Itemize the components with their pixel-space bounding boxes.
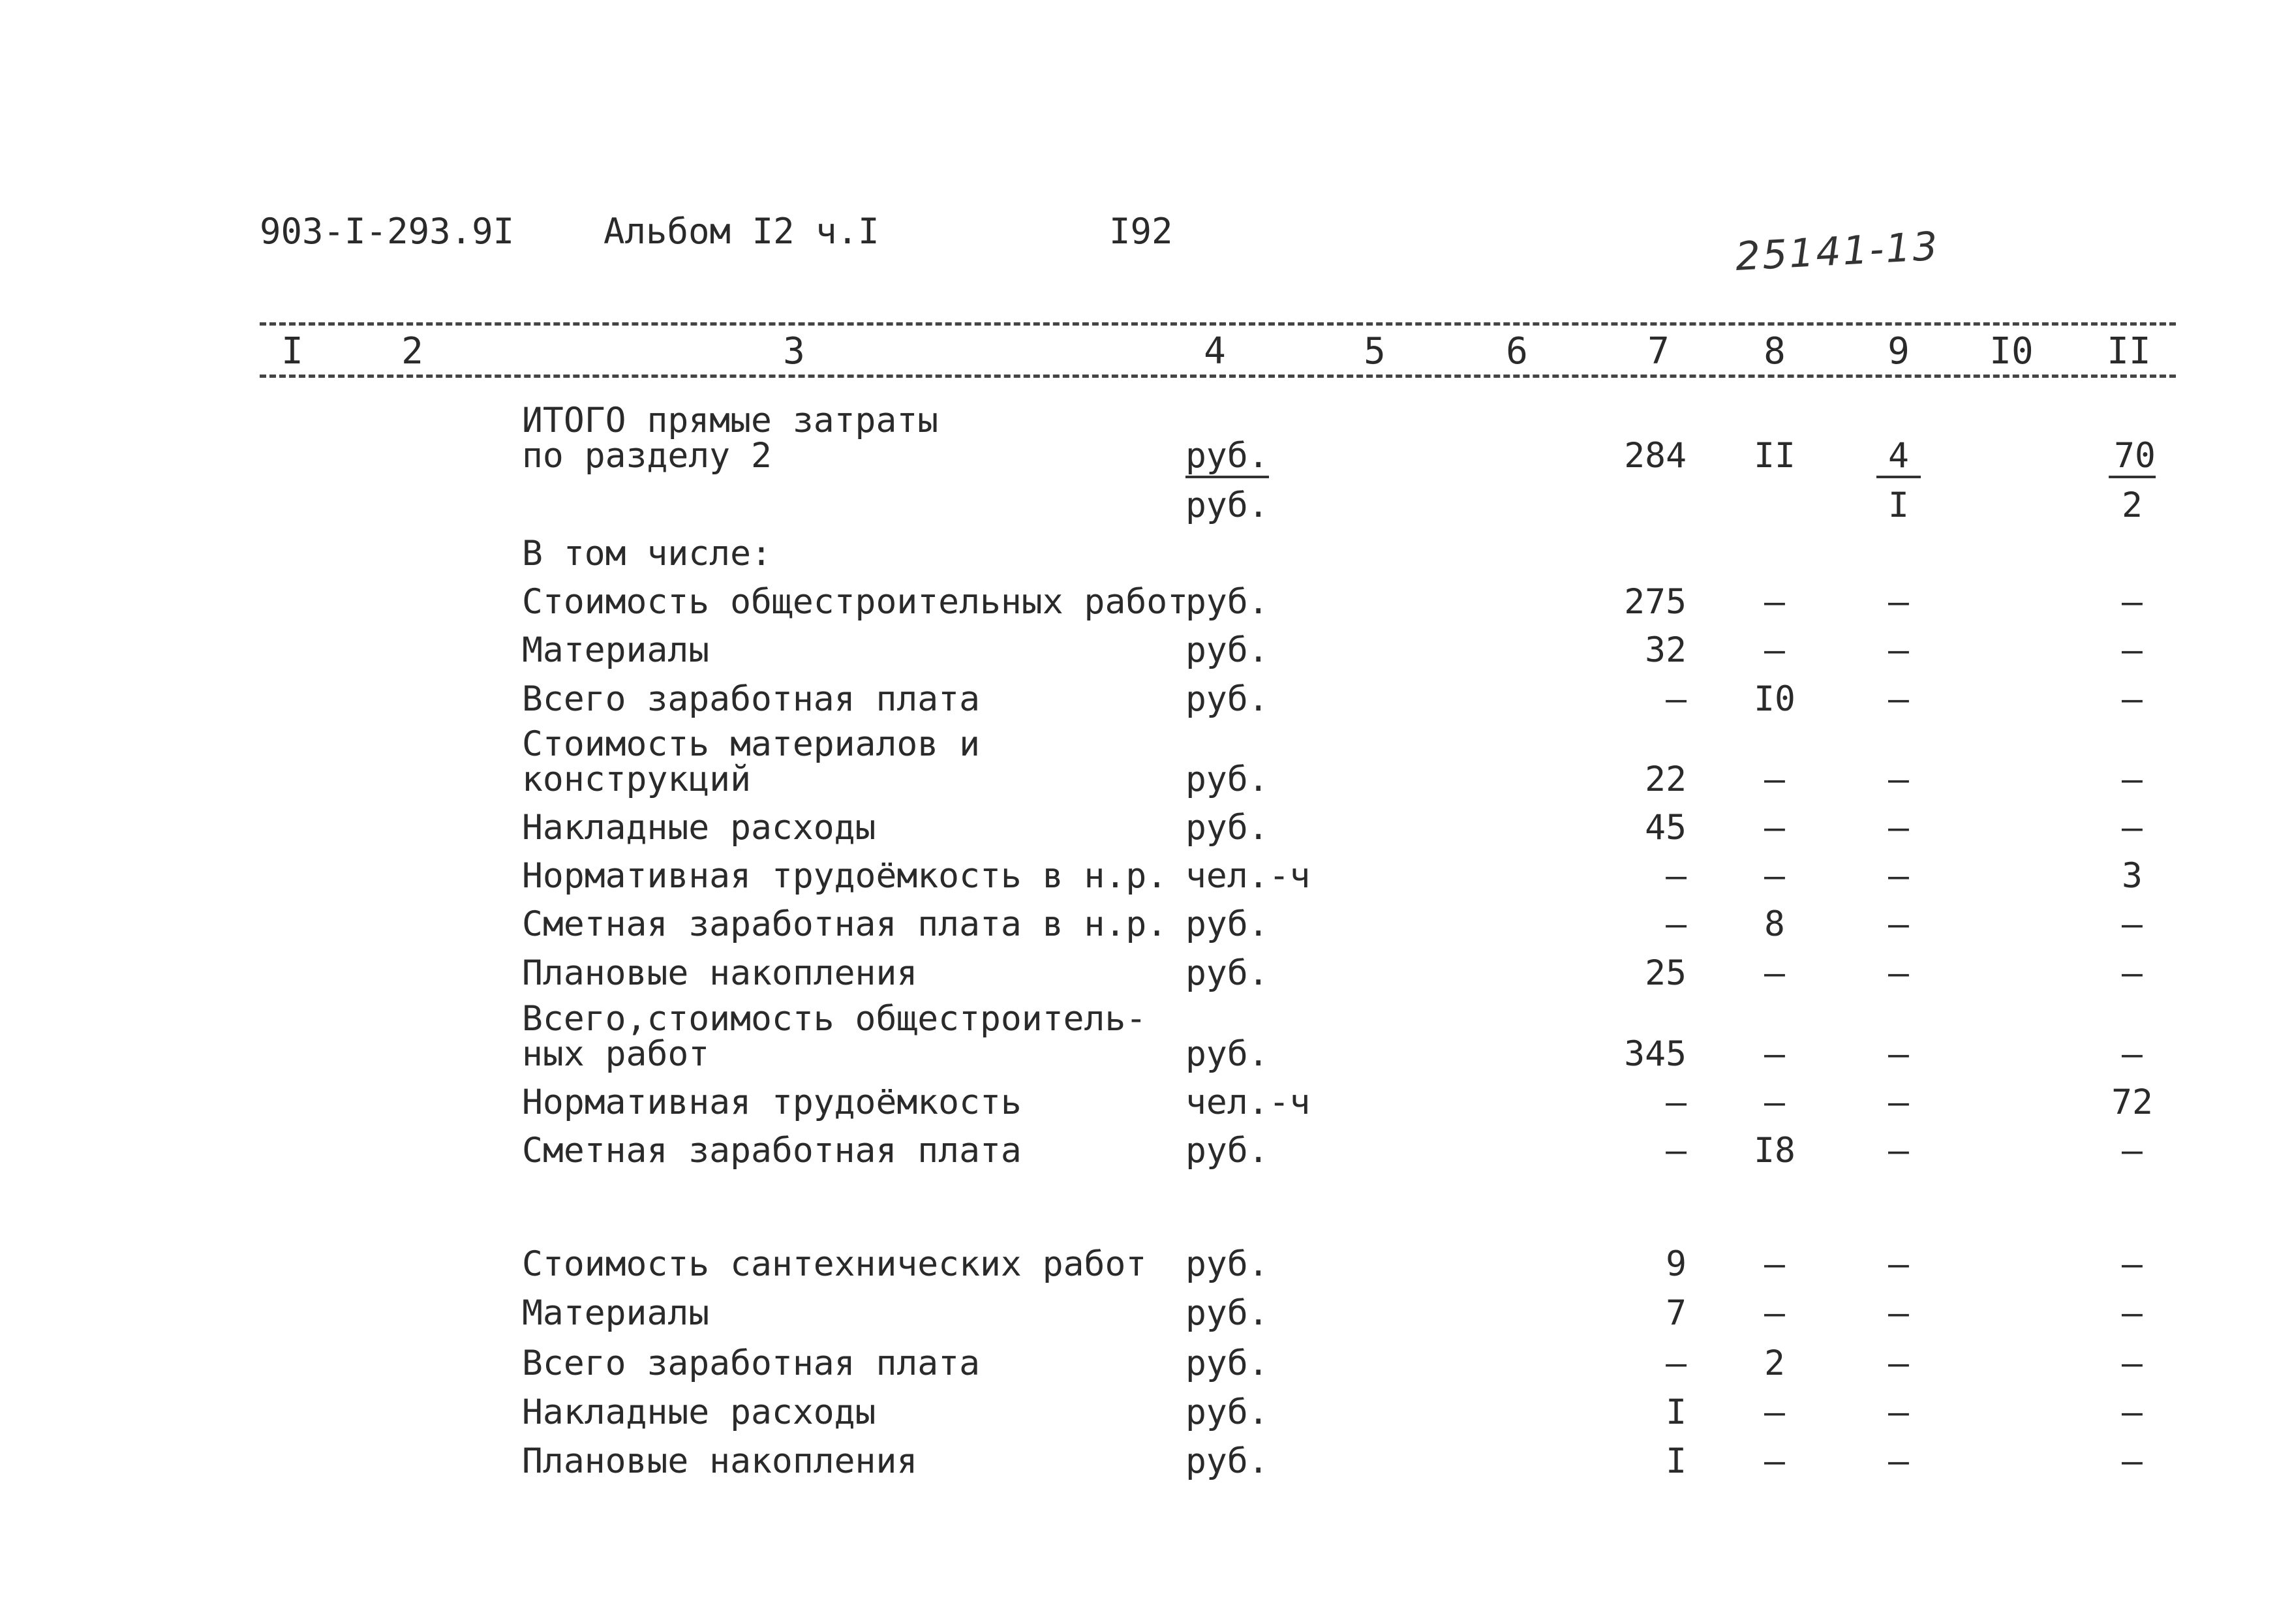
value-col-9: 4: [1876, 438, 1921, 478]
table-row: [0, 953, 2292, 995]
value-col-11: 3: [2122, 856, 2143, 896]
row-label: Всего заработная плата: [522, 1343, 980, 1383]
row-unit: руб.: [1185, 1034, 1269, 1074]
row-label: Сметная заработная плата: [522, 1131, 1022, 1171]
column-number: 2: [401, 330, 423, 373]
value-col-9: –: [1888, 582, 1909, 622]
row-unit: руб.: [1185, 808, 1269, 848]
table-row: [0, 1133, 2292, 1172]
row-unit: руб.: [1185, 1131, 1269, 1171]
row-unit: руб.: [1185, 759, 1269, 799]
table-row: [0, 904, 2292, 946]
table-row: [0, 1392, 2292, 1434]
row-label: Плановые накопления: [522, 1441, 918, 1481]
value-col-11: –: [2122, 1343, 2143, 1383]
column-number: 5: [1364, 330, 1386, 373]
value-col-8: I0: [1754, 679, 1795, 719]
column-number: 9: [1887, 330, 1910, 373]
value-col-9: –: [1888, 1392, 1909, 1432]
value-col-9: –: [1888, 856, 1909, 896]
table-row: [0, 1082, 2292, 1124]
row-unit: руб.: [1185, 438, 1269, 478]
value-col-11: –: [2122, 679, 2143, 719]
header-rule-top: [260, 322, 2176, 326]
value-col-7: I: [1666, 1392, 1687, 1432]
value-col-7: –: [1666, 1343, 1687, 1383]
row-label: Стоимость общестроительных работ: [522, 582, 1189, 622]
handwritten-number: 25141-13: [1734, 223, 1941, 280]
row-label: Стоимость сантехнических работ: [522, 1244, 1147, 1284]
table-row: [0, 1343, 2292, 1385]
table-row: [0, 536, 2292, 575]
table-row: [0, 1441, 2292, 1483]
row-label: Материалы: [522, 1293, 710, 1333]
value-col-8: –: [1764, 582, 1785, 622]
album-label: Альбом I2 ч.I: [604, 211, 879, 252]
row-label: Накладные расходы: [522, 1392, 876, 1432]
row-unit: чел.-ч: [1185, 856, 1311, 896]
value-col-8: I8: [1754, 1131, 1795, 1171]
value-col-11: –: [2122, 1131, 2143, 1171]
value-col-8: 2: [1764, 1343, 1785, 1383]
value-col-8: –: [1764, 1034, 1785, 1074]
value-col-8: –: [1764, 856, 1785, 896]
row-label: Стоимость материалов и конструкций: [522, 724, 980, 799]
row-unit: руб.: [1185, 1244, 1269, 1284]
row-label: ИТОГО прямые затраты по разделу 2: [522, 401, 939, 476]
column-number: 4: [1204, 330, 1226, 373]
value-col-11: –: [2122, 1244, 2143, 1284]
table-row: [0, 679, 2292, 721]
row-unit: руб.: [1185, 1293, 1269, 1333]
column-number: II: [2107, 330, 2151, 373]
value-col-7: 7: [1666, 1293, 1687, 1333]
table-row: [0, 856, 2292, 898]
value-col-9: –: [1888, 953, 1909, 993]
value-col-11: 2: [2122, 485, 2143, 525]
row-unit: руб.: [1185, 679, 1269, 719]
value-col-11: –: [2122, 582, 2143, 622]
value-col-11: –: [2122, 808, 2143, 848]
value-col-8: –: [1764, 1244, 1785, 1284]
value-col-7: 284: [1624, 436, 1687, 476]
table-row: [0, 401, 2292, 478]
value-col-11: –: [2122, 953, 2143, 993]
row-unit: чел.-ч: [1185, 1082, 1311, 1122]
value-col-9: –: [1888, 1441, 1909, 1481]
value-col-9: –: [1888, 1131, 1909, 1171]
page-number: I92: [1109, 211, 1173, 252]
value-col-11: –: [2122, 1034, 2143, 1074]
value-col-11: –: [2122, 1293, 2143, 1333]
table-row: [0, 810, 2292, 850]
value-col-9: –: [1888, 808, 1909, 848]
column-number: 3: [783, 330, 805, 373]
value-col-8: –: [1764, 1082, 1785, 1122]
row-unit: руб.: [1185, 630, 1269, 670]
value-col-11: –: [2122, 1392, 2143, 1432]
value-col-7: 32: [1645, 630, 1687, 670]
column-number: I: [281, 330, 303, 373]
value-col-7: –: [1666, 1082, 1687, 1122]
row-label: Сметная заработная плата в н.р.: [522, 904, 1168, 944]
row-unit: руб.: [1185, 1343, 1269, 1383]
row-unit: руб.: [1185, 904, 1269, 944]
value-col-11: –: [2122, 1441, 2143, 1481]
table-row: [0, 630, 2292, 672]
value-col-11: –: [2122, 904, 2143, 944]
value-col-8: –: [1764, 808, 1785, 848]
value-col-9: –: [1888, 1343, 1909, 1383]
value-col-7: –: [1666, 856, 1687, 896]
column-number: 7: [1647, 330, 1670, 373]
value-col-9: –: [1888, 1034, 1909, 1074]
row-unit: руб.: [1185, 953, 1269, 993]
table-row: [0, 1293, 2292, 1335]
value-col-8: –: [1764, 1441, 1785, 1481]
row-label: В том числе:: [522, 534, 772, 574]
row-label: Нормативная трудоёмкость в н.р.: [522, 856, 1168, 896]
value-col-7: –: [1666, 679, 1687, 719]
value-col-9: –: [1888, 630, 1909, 670]
value-col-11: 72: [2111, 1082, 2153, 1122]
row-unit: руб.: [1185, 1392, 1269, 1432]
row-unit: руб.: [1185, 582, 1269, 622]
table-row: [0, 999, 2292, 1076]
value-col-7: 45: [1645, 808, 1687, 848]
value-col-11: –: [2122, 759, 2143, 799]
value-col-7: 275: [1624, 582, 1687, 622]
value-col-7: 22: [1645, 759, 1687, 799]
table-row: [0, 724, 2292, 801]
value-col-7: –: [1666, 904, 1687, 944]
row-label: Плановые накопления: [522, 953, 918, 993]
value-col-9: –: [1888, 759, 1909, 799]
table-row: [0, 485, 2292, 527]
value-col-11: –: [2122, 630, 2143, 670]
column-number: 6: [1506, 330, 1528, 373]
value-col-8: –: [1764, 953, 1785, 993]
column-number: 8: [1764, 330, 1786, 373]
value-col-8: –: [1764, 1293, 1785, 1333]
row-label: Всего,стоимость общестроитель- ных работ: [522, 999, 1147, 1074]
value-col-7: 9: [1666, 1244, 1687, 1284]
value-col-9: –: [1888, 1293, 1909, 1333]
value-col-7: I: [1666, 1441, 1687, 1481]
table-row: [0, 582, 2292, 624]
value-col-8: –: [1764, 630, 1785, 670]
value-col-11: 70: [2109, 438, 2156, 478]
header-rule-bottom: [260, 375, 2176, 378]
value-col-7: 345: [1624, 1034, 1687, 1074]
row-unit: руб.: [1185, 1441, 1269, 1481]
row-label: Накладные расходы: [522, 808, 876, 848]
column-number: I0: [1989, 330, 2034, 373]
value-col-7: 25: [1645, 953, 1687, 993]
value-col-8: –: [1764, 759, 1785, 799]
table-row: [0, 1244, 2292, 1286]
value-col-8: II: [1754, 436, 1795, 476]
value-col-9: –: [1888, 904, 1909, 944]
row-unit: руб.: [1185, 485, 1269, 525]
document-code: 903-I-293.9I: [260, 211, 515, 252]
value-col-9: –: [1888, 1082, 1909, 1122]
row-label: Материалы: [522, 630, 710, 670]
value-col-7: –: [1666, 1131, 1687, 1171]
row-label: Всего заработная плата: [522, 679, 980, 719]
value-col-8: 8: [1764, 904, 1785, 944]
value-col-8: –: [1764, 1392, 1785, 1432]
value-col-9: –: [1888, 679, 1909, 719]
value-col-9: –: [1888, 1244, 1909, 1284]
row-label: Нормативная трудоёмкость: [522, 1082, 1022, 1122]
value-col-9: I: [1888, 485, 1909, 525]
